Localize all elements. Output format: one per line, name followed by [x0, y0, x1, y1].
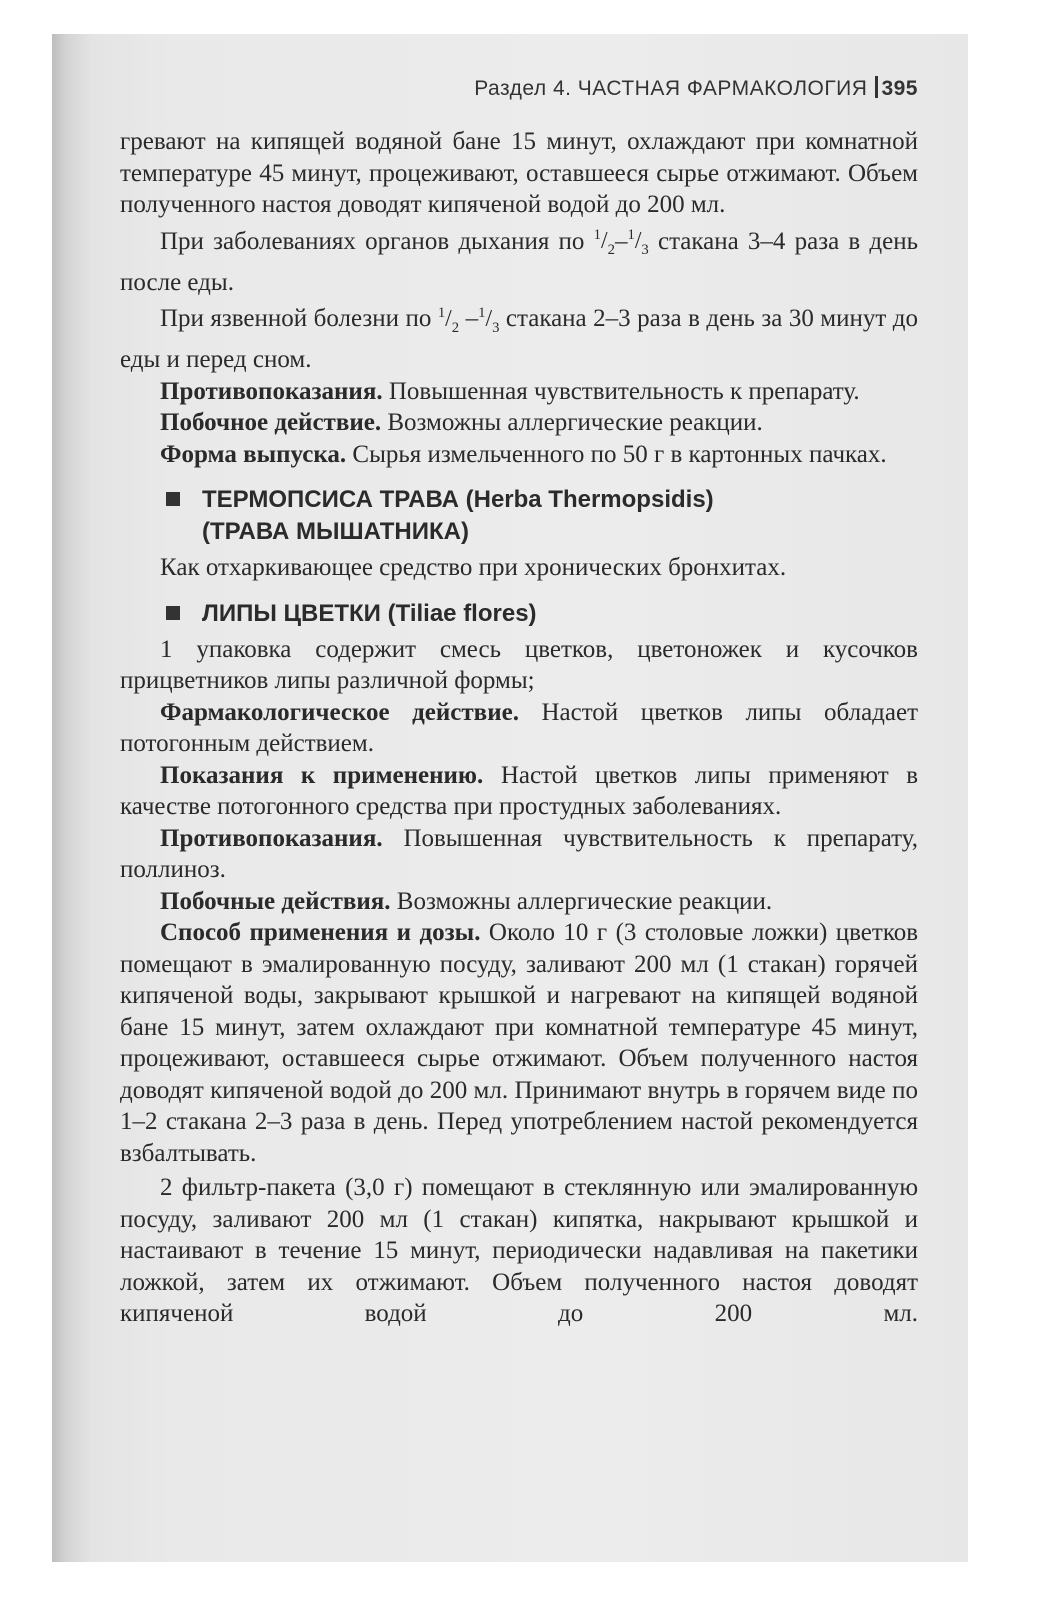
fraction-half: $^1/_2$ [437, 305, 460, 336]
header-divider [875, 76, 878, 98]
term-side-effects: Побочные действия. [160, 887, 391, 915]
paragraph-pharmacological-action: Фармакологическое действие. Настой цветков липы обладает потогонным действием. [120, 698, 918, 758]
term-side-effects: Побочное действие. [160, 409, 382, 437]
fraction-third: $^1/_3$ [627, 227, 649, 259]
paragraph-side-effects: Побочное действие. Возможны аллергические реакции. [160, 409, 763, 437]
heading-tilia-title: ЛИПЫ ЦВЕТКИ (Tiliae flores) [202, 599, 537, 627]
paragraph-tilia-composition: 1 упаковка содержит смесь цветков, цветоножек и кусочков прицветников липы различной формы; [120, 635, 918, 695]
page-number: 395 [881, 77, 918, 100]
paragraph-tilia-contraindications: Противопоказания. Повышенная чувствительность к препарату, поллиноз. [120, 824, 918, 884]
term-contraindications: Противопоказания. [160, 377, 383, 405]
heading-thermopsis [120, 484, 918, 548]
paragraph-ulcer-dosage: При язвенной болезни по $^1/_2$ $-^1/_3$ стакана 2–3 раза в день за 30 минут до еды и перед сном. [120, 305, 918, 374]
book-page [120, 74, 918, 1330]
running-header [120, 74, 918, 104]
paragraph-release-form: Форма выпуска. Сырья измельченного по 50 г в картонных пачках. [160, 440, 887, 468]
term-release-form: Форма выпуска. [160, 440, 347, 468]
term-dosage-administration: Способ применения и дозы. [160, 919, 481, 947]
fraction-third: $^1/_3$ [478, 305, 500, 336]
term-contraindications: Противопоказания. [160, 824, 383, 852]
paragraph-indications: Показания к применению. Настой цветков липы применяют в качестве потогонного средства при простудных заболеваниях. [120, 761, 918, 821]
heading-thermopsis-line2: (ТРАВА МЫШАТНИКА) [202, 518, 469, 546]
paragraph-dosage-administration: Способ применения и дозы. Около 10 г (3 столовые ложки) цветков помещают в эмалированную посуду, заливают 200 мл (1 стакан) горячей кипяченой воды, закрывают крышкой и нагревают на кипящей водяной бане 15 минут, затем охлаждают при комнатной температуре 45 минут, процеживают, оставшееся сырье отжимают. Объем полученного настоя доводят кипяченой водой до 200 мл. Принимают внутрь в горячем виде по 1–2 стакана 2–3 раза в день. Перед употреблением настой рекомендуется взбалтывать. [120, 919, 919, 1167]
section-title: Раздел 4. ЧАСТНАЯ ФАРМАКОЛОГИЯ [474, 77, 868, 100]
paragraph-respiratory-dosage: При заболеваниях органов дыхания по $^1/_2-^1/_3$ стакана 3–4 раза в день после еды. [120, 227, 918, 296]
heading-thermopsis-line1: ТЕРМОПСИСА ТРАВА (Herba Thermopsidis) [202, 486, 714, 514]
term-indications: Показания к применению. [160, 761, 484, 789]
paragraph-tilia-side-effects: Побочные действия. Возможны аллергические реакции. [160, 887, 773, 915]
paragraph-thermopsis-use: Как отхаркивающее средство при хронических бронхитах. [160, 554, 787, 582]
square-bullet-icon [166, 606, 180, 620]
heading-tilia [120, 598, 918, 630]
paragraph-continuation: гревают на кипящей водяной бане 15 минут, охлаждают при комнатной температуре 45 минут, процеживают, оставшееся сырье отжимают. Объем полученного настоя доводят кипяченой водой до 200 мл. [120, 128, 918, 218]
term-pharmacological-action: Фармакологическое действие. [160, 698, 519, 726]
fraction-half: $^1/_2$ [593, 227, 615, 259]
paragraph-contraindications: Противопоказания. Повышенная чувствительность к препарату. [160, 377, 860, 405]
paragraph-filter-bags: 2 фильтр-пакета (3,0 г) помещают в стеклянную или эмалированную посуду, заливают 200 мл (1 стакан) кипятка, накрывают крышкой и настаивают в течение 15 минут, периодически надавливая на пакетики ложкой, затем их отжимают. Объем полученного настоя доводят кипяченой водой до 200 мл. [120, 1174, 918, 1328]
square-bullet-icon [166, 492, 180, 506]
